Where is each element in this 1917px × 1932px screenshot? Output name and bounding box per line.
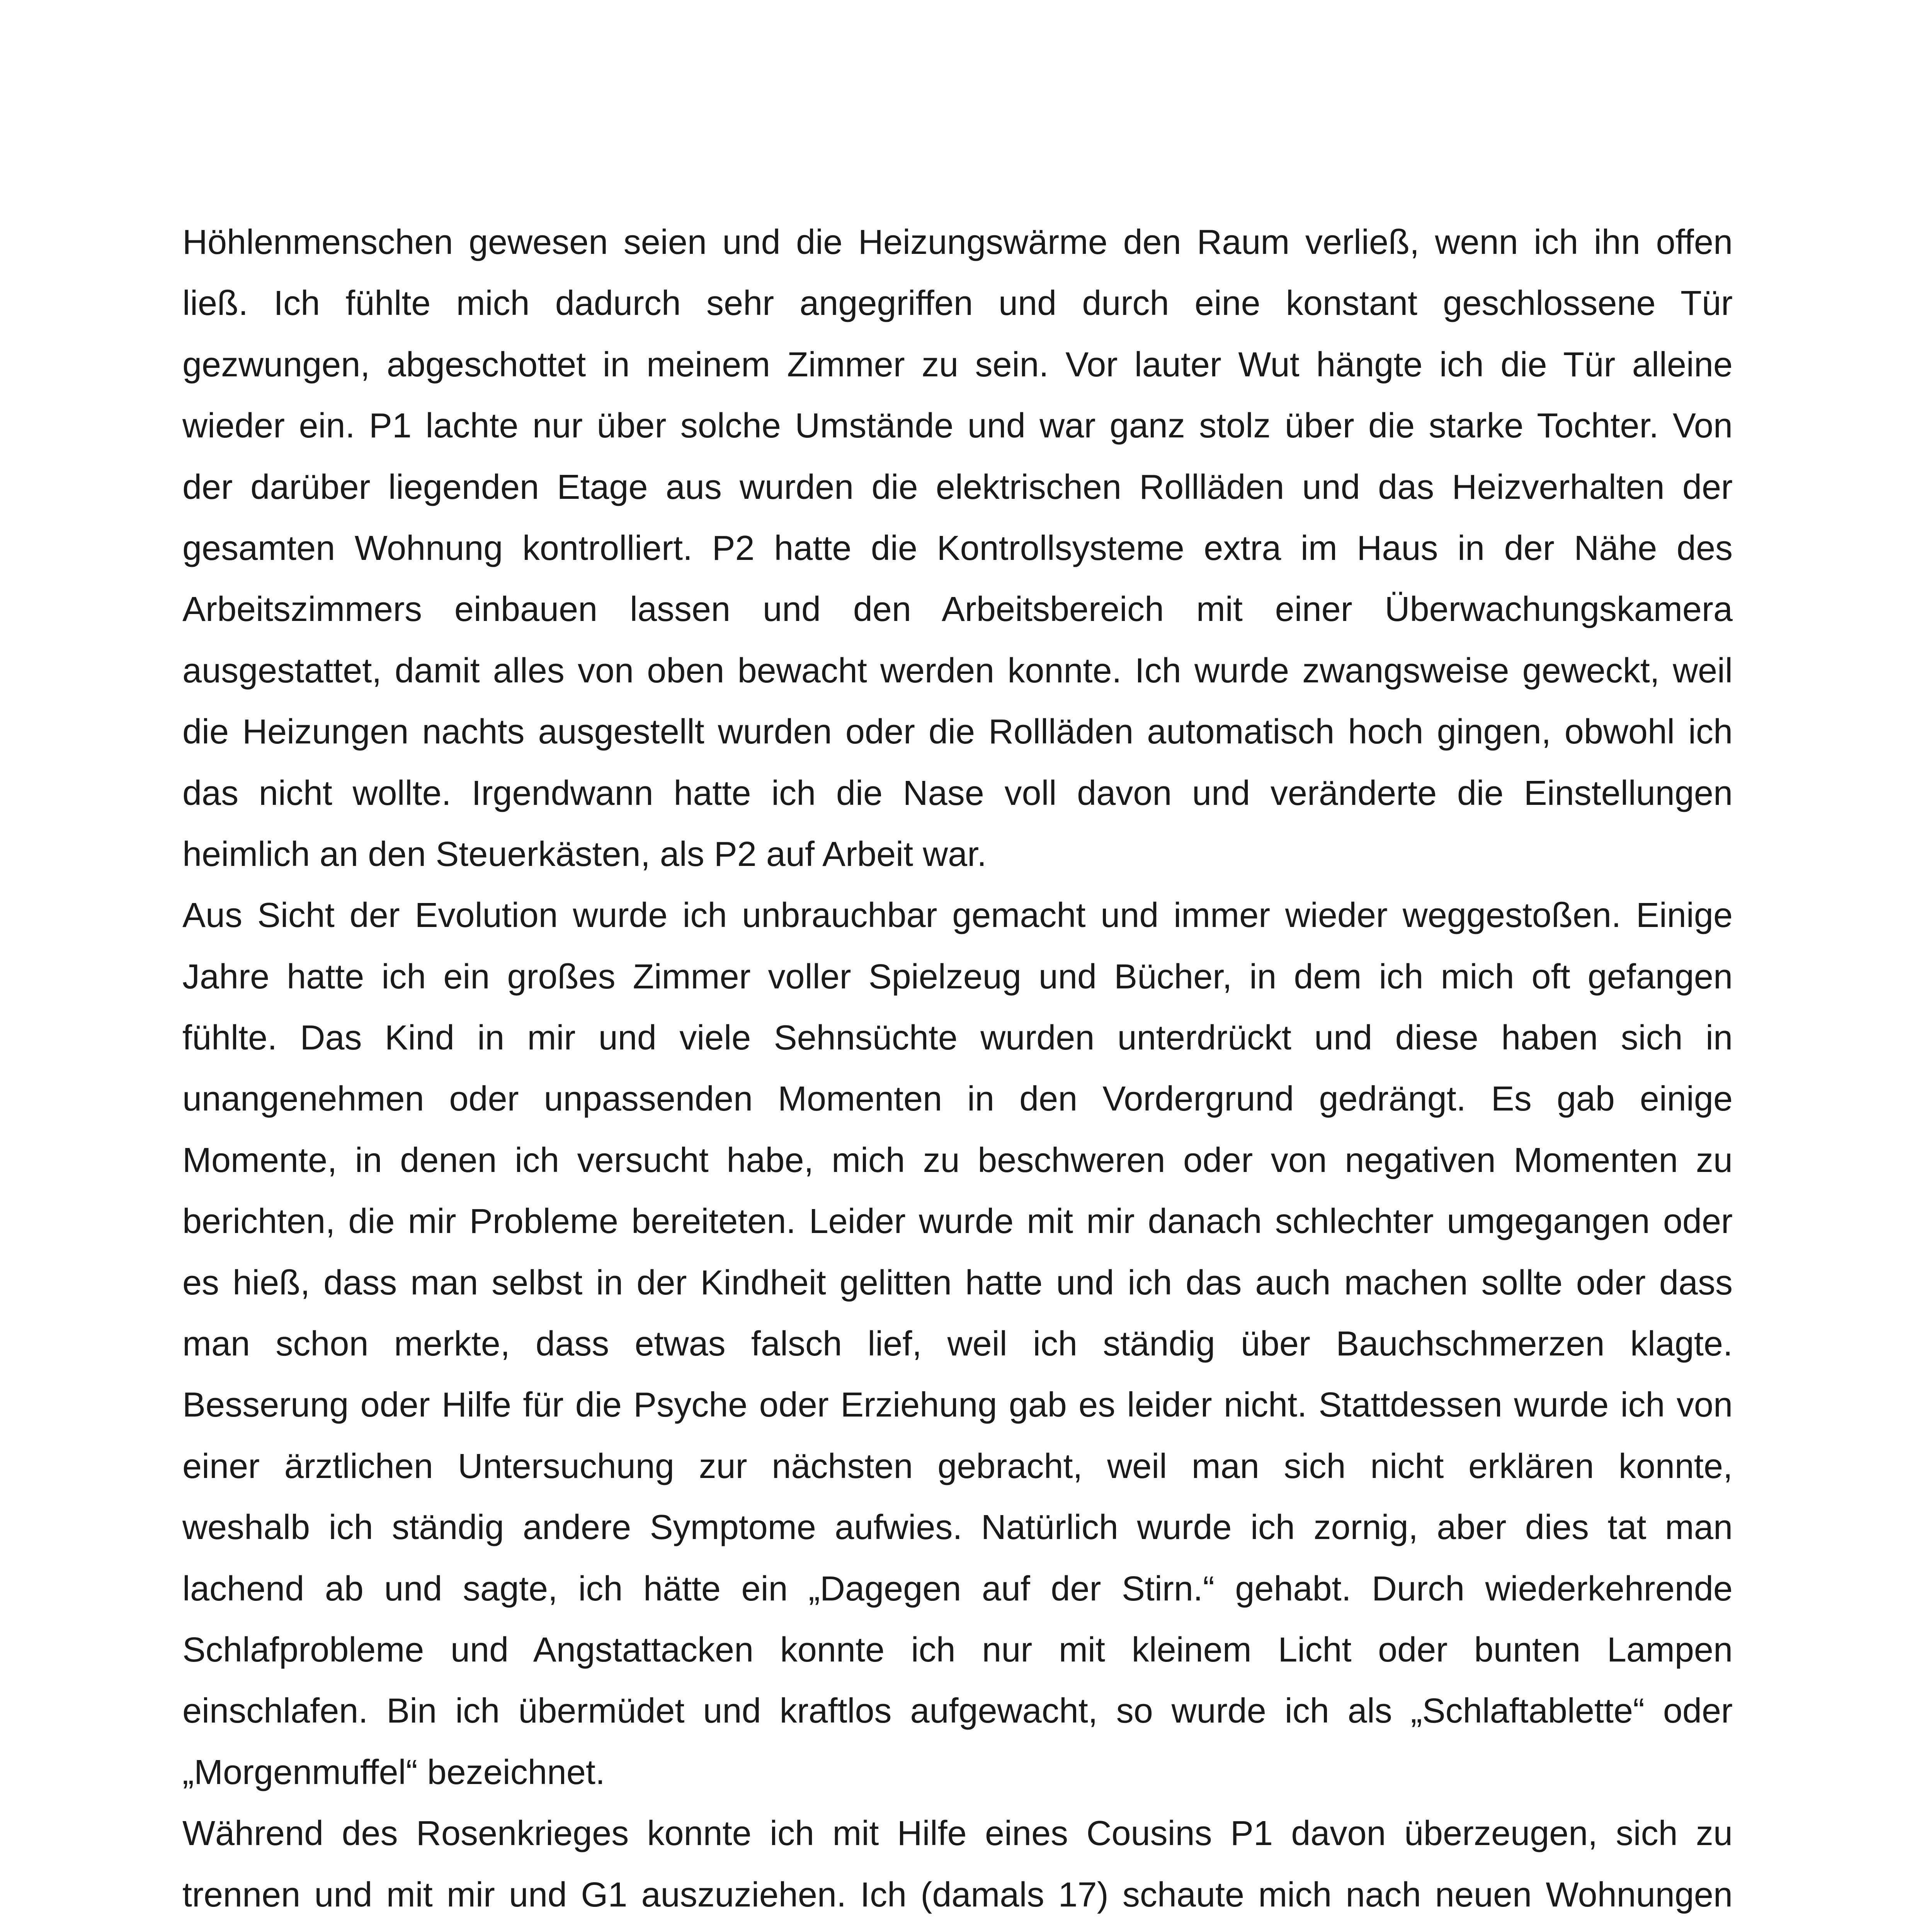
text-line: Während des Rosenkrieges konnte ich mit Hilfe eines Cousins P1 davon überzeugen, sich zu <box>182 1814 1733 1853</box>
text-line-paragraph-end: heimlich an den Steuerkästen, als P2 auf Arbeit war. <box>182 835 987 874</box>
text-line: die Heizungen nachts ausgestellt wurden oder die Rollläden automatisch hoch gingen, obwohl ich <box>182 713 1733 752</box>
text-line: wieder ein. P1 lachte nur über solche Umstände und war ganz stolz über die starke Tochter. Von <box>182 406 1733 446</box>
text-line: ausgestattet, damit alles von oben bewacht werden konnte. Ich wurde zwangsweise geweckt, weil <box>182 651 1733 690</box>
text-line: es hieß, dass man selbst in der Kindheit gelitten hatte und ich das auch machen sollte oder dass <box>182 1263 1733 1302</box>
text-line: lachend ab und sagte, ich hätte ein „Dagegen auf der Stirn.“ gehabt. Durch wiederkehrende <box>182 1569 1733 1608</box>
body-text <box>182 212 1733 1932</box>
text-line: berichten, die mir Probleme bereiteten. Leider wurde mit mir danach schlechter umgegangen oder <box>182 1202 1733 1241</box>
text-line: gezwungen, abgeschottet in meinem Zimmer zu sein. Vor lauter Wut hängte ich die Tür alleine <box>182 345 1733 384</box>
text-line: Aus Sicht der Evolution wurde ich unbrauchbar gemacht und immer wieder weggestoßen. Einige <box>182 896 1733 935</box>
text-line: Besserung oder Hilfe für die Psyche oder Erziehung gab es leider nicht. Stattdessen wurde ich von <box>182 1386 1733 1425</box>
text-line: trennen und mit mir und G1 auszuziehen. Ich (damals 17) schaute mich nach neuen Wohnungen <box>182 1875 1733 1914</box>
text-line: Momente, in denen ich versucht habe, mich zu beschweren oder von negativen Momenten zu <box>182 1141 1733 1180</box>
text-line: einer ärztlichen Untersuchung zur nächsten gebracht, weil man sich nicht erklären konnte, <box>182 1447 1733 1486</box>
text-line: einschlafen. Bin ich übermüdet und kraftlos aufgewacht, so wurde ich als „Schlaftablette“ oder <box>182 1692 1733 1731</box>
text-line: das nicht wollte. Irgendwann hatte ich die Nase voll davon und veränderte die Einstellungen <box>182 774 1733 813</box>
text-line: fühlte. Das Kind in mir und viele Sehnsüchte wurden unterdrückt und diese haben sich in <box>182 1019 1733 1058</box>
text-line: der darüber liegenden Etage aus wurden die elektrischen Rollläden und das Heizverhalten der <box>182 468 1733 507</box>
text-line <box>182 1925 1733 1932</box>
text-line: weshalb ich ständig andere Symptome aufwies. Natürlich wurde ich zornig, aber dies tat man <box>182 1508 1733 1547</box>
text-line: gesamten Wohnung kontrolliert. P2 hatte die Kontrollsysteme extra im Haus in der Nähe des <box>182 529 1733 568</box>
text-line: unangenehmen oder unpassenden Momenten in den Vordergrund gedrängt. Es gab einige <box>182 1080 1733 1119</box>
text-line: man schon merkte, dass etwas falsch lief, weil ich ständig über Bauchschmerzen klagte. <box>182 1325 1733 1364</box>
text-line: Jahre hatte ich ein großes Zimmer voller Spielzeug und Bücher, in dem ich mich oft gefangen <box>182 957 1733 996</box>
text-line: Höhlenmenschen gewesen seien und die Heizungswärme den Raum verließ, wenn ich ihn offen <box>182 223 1733 262</box>
text-line-paragraph-end: „Morgenmuffel“ bezeichnet. <box>182 1753 605 1792</box>
text-line: Schlafprobleme und Angstattacken konnte ich nur mit kleinem Licht oder bunten Lampen <box>182 1630 1733 1669</box>
text-line: ließ. Ich fühlte mich dadurch sehr angegriffen und durch eine konstant geschlossene Tür <box>182 284 1733 323</box>
text-line: Arbeitszimmers einbauen lassen und den Arbeitsbereich mit einer Überwachungskamera <box>182 590 1733 629</box>
